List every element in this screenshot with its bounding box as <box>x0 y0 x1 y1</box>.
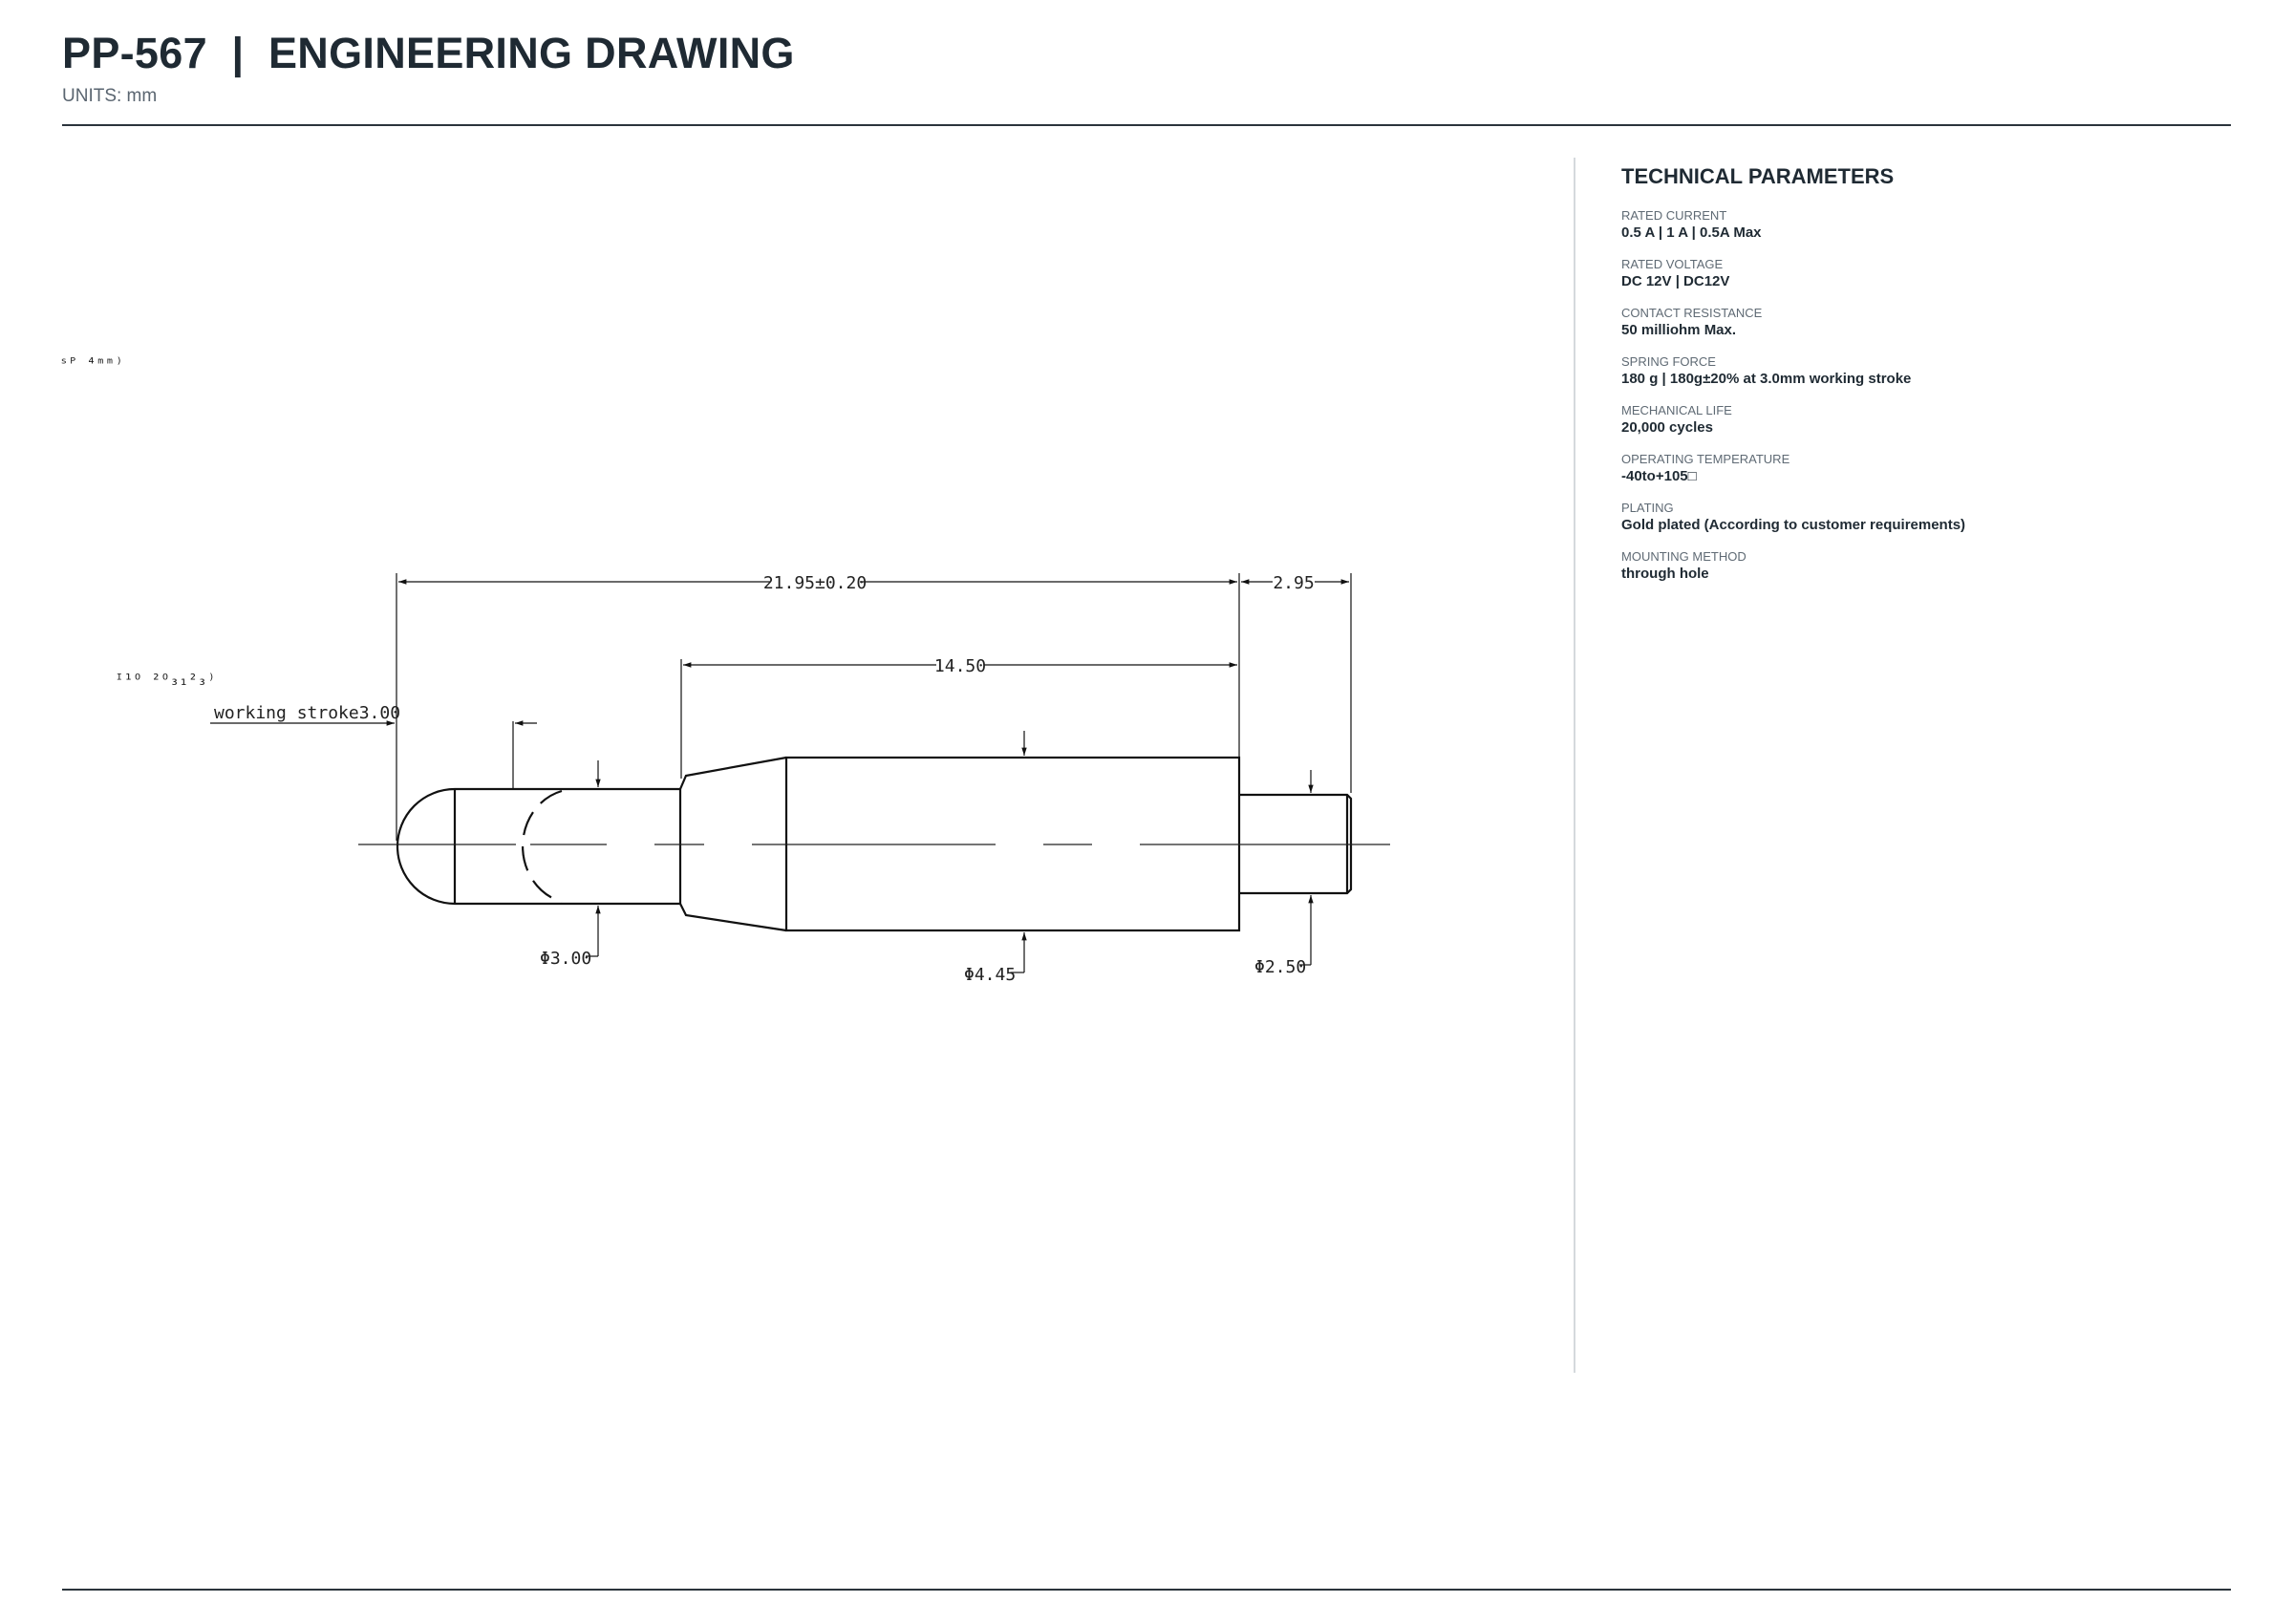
param-label: OPERATING TEMPERATURE <box>1621 452 1790 466</box>
param-mounting-method <box>1621 549 2233 584</box>
param-spring-force <box>1621 354 2233 389</box>
param-value: -40to+105□ <box>1621 468 1697 484</box>
param-label: PLATING <box>1621 501 1674 515</box>
footer-rule <box>62 1589 2231 1591</box>
param-operating-temperature <box>1621 452 2233 486</box>
dia-barrel-label: Φ4.45 <box>964 965 1017 985</box>
param-rated-current <box>1621 208 2233 243</box>
clipped-annotation-upper: ˢᴾ ⁴ᵐᵐ⁾ <box>59 354 124 373</box>
param-label: RATED VOLTAGE <box>1621 257 1724 271</box>
param-label: SPRING FORCE <box>1621 354 1716 369</box>
clipped-annotations <box>59 354 216 689</box>
param-value: Gold plated (According to customer requirements) <box>1621 517 1966 533</box>
params-heading: TECHNICAL PARAMETERS <box>1621 164 1895 188</box>
working-stroke-label: working stroke3.00 <box>214 703 401 723</box>
plunger-tip <box>397 789 455 904</box>
param-mechanical-life <box>1621 403 2233 438</box>
param-contact-resistance <box>1621 306 2233 340</box>
param-plating <box>1621 501 2233 535</box>
barrel-neck-top <box>680 758 786 789</box>
param-value: 20,000 cycles <box>1621 419 1713 436</box>
param-label: MOUNTING METHOD <box>1621 549 1747 564</box>
technical-parameters-panel <box>1621 164 2233 598</box>
param-label: RATED CURRENT <box>1621 208 1727 223</box>
clipped-annotation-lower: ᴵ¹ᴼ ²ᴼ₃₁²₃⁾ <box>115 671 216 689</box>
dim-overall-label: 21.95±0.20 <box>762 573 868 593</box>
param-label: CONTACT RESISTANCE <box>1621 306 1763 320</box>
dim-body-label: 14.50 <box>933 656 987 676</box>
barrel-neck-bottom <box>680 904 786 930</box>
dim-tail-label: 2.95 <box>1273 573 1315 593</box>
param-value: DC 12V | DC12V <box>1621 273 1730 289</box>
units-label: UNITS: mm <box>62 86 158 106</box>
panel-divider <box>1574 158 1575 1373</box>
param-label: MECHANICAL LIFE <box>1621 403 1732 417</box>
dimension-lines <box>210 573 1351 972</box>
dia-plunger-label: Φ3.00 <box>540 949 592 969</box>
param-value: 0.5 A | 1 A | 0.5A Max <box>1621 224 1762 241</box>
page-title: PP-567 | ENGINEERING DRAWING <box>62 29 795 77</box>
param-rated-voltage <box>1621 257 2233 291</box>
plunger-hidden-arc <box>523 791 562 902</box>
param-value: 180 g | 180g±20% at 3.0mm working stroke <box>1621 371 1912 387</box>
param-value: through hole <box>1621 566 1709 582</box>
param-value: 50 milliohm Max. <box>1621 322 1737 338</box>
dimension-labels <box>214 569 1315 985</box>
dia-tail-label: Φ2.50 <box>1254 957 1307 977</box>
